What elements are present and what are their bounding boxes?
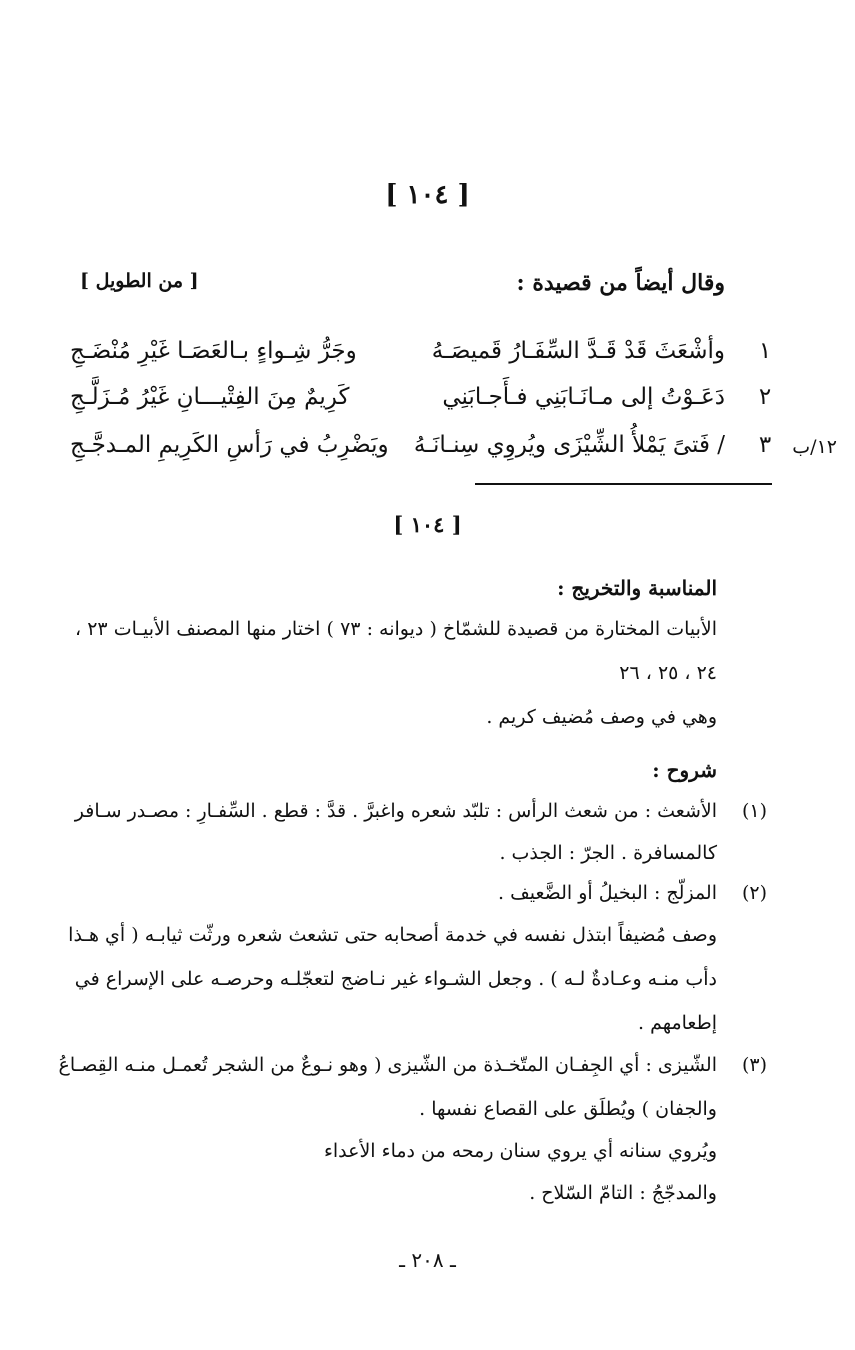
note-text-line: إطعامهم . xyxy=(637,1012,717,1034)
footnote-divider xyxy=(475,483,772,485)
verse-first-hemistich: دَعَـوْتُ إلى مـانَـابَنِي فـأَجـابَنِي xyxy=(442,384,725,410)
note-text-line: الشّيزى : أي الجِفـان المتّخـذة من الشّيزى ( وهو نـوعٌ من الشجر تُعمـل منـه القِصـاعُ xyxy=(58,1054,717,1076)
verse-first-hemistich: وأشْعَثَ قَدْ قَـدَّ السِّفَـارُ قَميصَـهُ xyxy=(431,338,725,364)
verse-number: ١ xyxy=(758,338,772,364)
manuscript-folio-marker: ١٢/ب xyxy=(792,436,837,458)
note-text-line: دأب منـه وعـادةٌ لـه ) . وجعل الشـواء غير نـاضج لتعجّلـه وحرصـه على الإسراع في xyxy=(74,968,717,990)
note-number: (٢) xyxy=(741,882,767,904)
verse-first-hemistich: / فَتىً يَمْلأُ الشِّيْزَى ويُروِي سِنـانَـهُ xyxy=(413,432,725,458)
verse-line xyxy=(0,338,855,382)
page-number: ـ ٢٠٨ ـ xyxy=(399,1248,456,1272)
poem-number: [ ١٠٤ ] xyxy=(385,180,470,210)
note-text-line: والمدجّجُ : التامّ السّلاح . xyxy=(529,1182,717,1204)
verse-second-hemistich: كَرِيمٌ مِنَ الفِتْيـــانِ غَيْرُ مُـزَلَّـجِ xyxy=(70,384,350,410)
verse-second-hemistich: وجَرُّ شِـواءٍ بـالعَصَـا غَيْرِ مُنْضَـجِ xyxy=(70,338,357,364)
note-text-line: كالمسافرة . الجرّ : الجذب . xyxy=(499,842,717,864)
verse-number: ٢ xyxy=(758,384,772,410)
note-text-line: وصف مُضيفاً ابتذل نفسه في خدمة أصحابه حتى تشعث شعره ورثّت ثيابـه ( أي هـذا xyxy=(68,924,717,946)
note-text-line: الأشعث : من شعث الرأس : تلبّد شعره واغبرَّ . قدَّ : قطع . السِّفـارِ : مصـدر سـافر xyxy=(74,800,717,822)
verse-line xyxy=(0,384,855,428)
note-number: (١) xyxy=(741,800,767,822)
poem-meter: [ من الطويل ] xyxy=(80,270,199,292)
source-text-line: وهي في وصف مُضيف كريم . xyxy=(486,706,717,728)
source-heading: المناسبة والتخريج : xyxy=(557,576,717,600)
source-text-line: ٢٤ ، ٢٥ ، ٢٦ xyxy=(619,662,717,684)
note-text-line: المزلّج : البخيلُ أو الضَّعيف . xyxy=(498,882,717,904)
note-number: (٣) xyxy=(741,1054,767,1076)
poem-intro: وقال أيضاً من قصيدة : xyxy=(516,270,725,296)
source-text-line: الأبيات المختارة من قصيدة للشمّاخ ( ديوانه : ٧٣ ) اختار منها المصنف الأبيـات ٢٣ ، xyxy=(75,618,717,640)
note-text-line: ويُروي سنانه أي يروي سنان رمحه من دماء الأعداء xyxy=(323,1140,717,1162)
verse-line xyxy=(0,432,855,476)
commentary-section-number: [ ١٠٤ ] xyxy=(393,512,462,537)
verse-number: ٣ xyxy=(758,432,772,458)
verse-second-hemistich: ويَضْرِبُ في رَأسِ الكَرِيمِ المـدجَّـجِ xyxy=(70,432,389,458)
note-text-line: والجفان ) ويُطلَق على القصاع نفسها . xyxy=(419,1098,717,1120)
notes-heading: شروح : xyxy=(652,758,717,782)
